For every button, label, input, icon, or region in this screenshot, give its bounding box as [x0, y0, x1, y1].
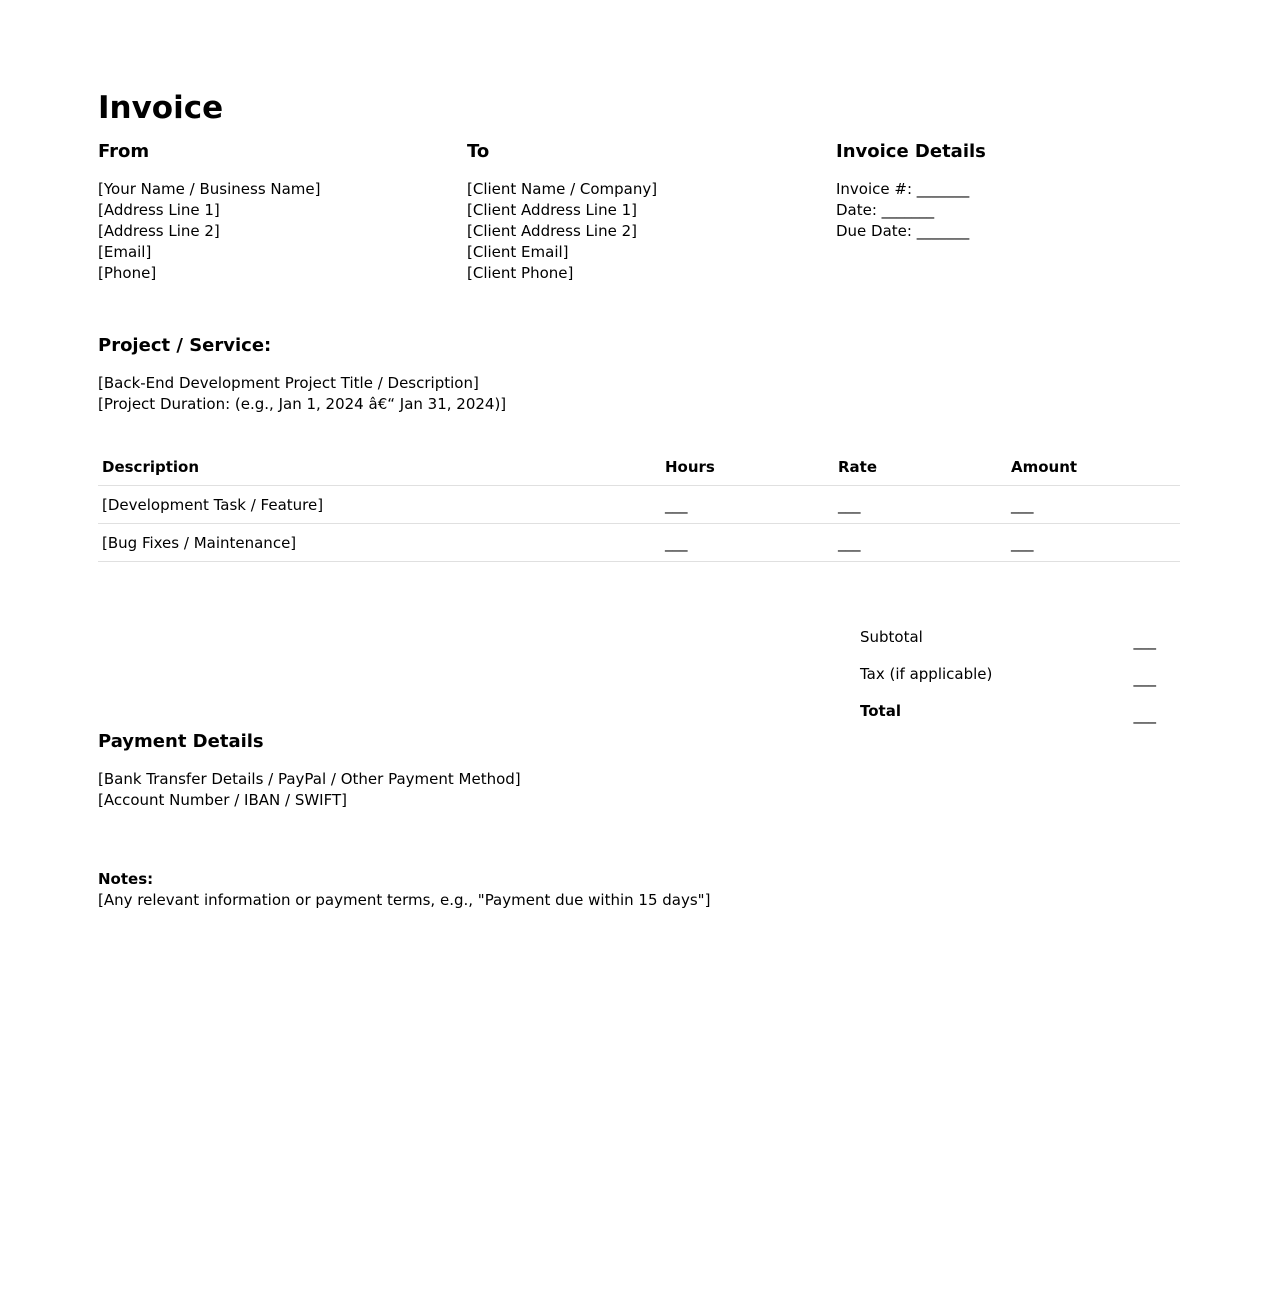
party-columns — [98, 140, 1180, 300]
from-line: [Address Line 2] — [98, 222, 220, 240]
from-line: [Address Line 1] — [98, 201, 220, 219]
invoice-details-heading: Invoice Details — [836, 141, 986, 162]
line-items-table — [98, 448, 1180, 562]
invoice-details-block — [836, 140, 986, 242]
from-heading: From — [98, 141, 150, 162]
payment-account-line: [Account Number / IBAN / SWIFT] — [98, 791, 347, 809]
item-rate: ___ — [834, 524, 1007, 562]
table-row — [98, 486, 1180, 524]
item-amount: ___ — [1007, 486, 1180, 524]
column-header-amount: Amount — [1007, 448, 1180, 486]
project-block — [98, 334, 506, 415]
column-header-hours: Hours — [661, 448, 834, 486]
subtotal-value: ___ — [1133, 632, 1156, 650]
tax-row — [860, 662, 1156, 699]
item-hours: ___ — [661, 524, 834, 562]
total-label: Total — [860, 702, 901, 720]
table-header-row — [98, 448, 1180, 486]
notes-block — [98, 869, 710, 911]
invoice-page — [98, 88, 1180, 909]
payment-heading: Payment Details — [98, 731, 264, 752]
subtotal-label: Subtotal — [860, 628, 923, 646]
invoice-number-line: Invoice #: _______ — [836, 180, 970, 198]
payment-method-line: [Bank Transfer Details / PayPal / Other Payment Method] — [98, 770, 521, 788]
to-heading: To — [467, 141, 490, 162]
to-line: [Client Name / Company] — [467, 180, 658, 198]
column-header-description: Description — [98, 448, 661, 486]
notes-label: Notes: — [98, 870, 154, 888]
invoice-details-lines — [836, 179, 986, 242]
project-heading: Project / Service: — [98, 335, 272, 356]
totals-block — [860, 625, 1156, 736]
project-lines — [98, 373, 506, 415]
from-block — [98, 140, 321, 284]
to-line: [Client Phone] — [467, 264, 574, 282]
from-line: [Phone] — [98, 264, 157, 282]
item-amount: ___ — [1007, 524, 1180, 562]
to-lines — [467, 179, 657, 284]
total-row — [860, 699, 1156, 736]
from-line: [Your Name / Business Name] — [98, 180, 321, 198]
from-line: [Email] — [98, 243, 152, 261]
tax-label: Tax (if applicable) — [860, 665, 993, 683]
to-line: [Client Address Line 1] — [467, 201, 637, 219]
project-title-line: [Back-End Development Project Title / Description] — [98, 374, 479, 392]
to-line: [Client Email] — [467, 243, 569, 261]
from-lines — [98, 179, 321, 284]
invoice-title: Invoice — [98, 90, 224, 126]
subtotal-row — [860, 625, 1156, 662]
project-duration-line: [Project Duration: (e.g., Jan 1, 2024 â€“ Jan 31, 2024)] — [98, 395, 507, 413]
table-row — [98, 524, 1180, 562]
total-value: ___ — [1133, 706, 1156, 724]
invoice-due-date-line: Due Date: _______ — [836, 222, 970, 240]
column-header-rate: Rate — [834, 448, 1007, 486]
tax-value: ___ — [1133, 669, 1156, 687]
item-description: [Bug Fixes / Maintenance] — [98, 524, 661, 562]
item-description: [Development Task / Feature] — [98, 486, 661, 524]
item-rate: ___ — [834, 486, 1007, 524]
to-line: [Client Address Line 2] — [467, 222, 637, 240]
payment-lines — [98, 769, 521, 811]
to-block — [467, 140, 657, 284]
payment-block — [98, 730, 521, 811]
invoice-date-line: Date: _______ — [836, 201, 935, 219]
item-hours: ___ — [661, 486, 834, 524]
notes-text: [Any relevant information or payment terms, e.g., "Payment due within 15 days"] — [98, 891, 711, 909]
